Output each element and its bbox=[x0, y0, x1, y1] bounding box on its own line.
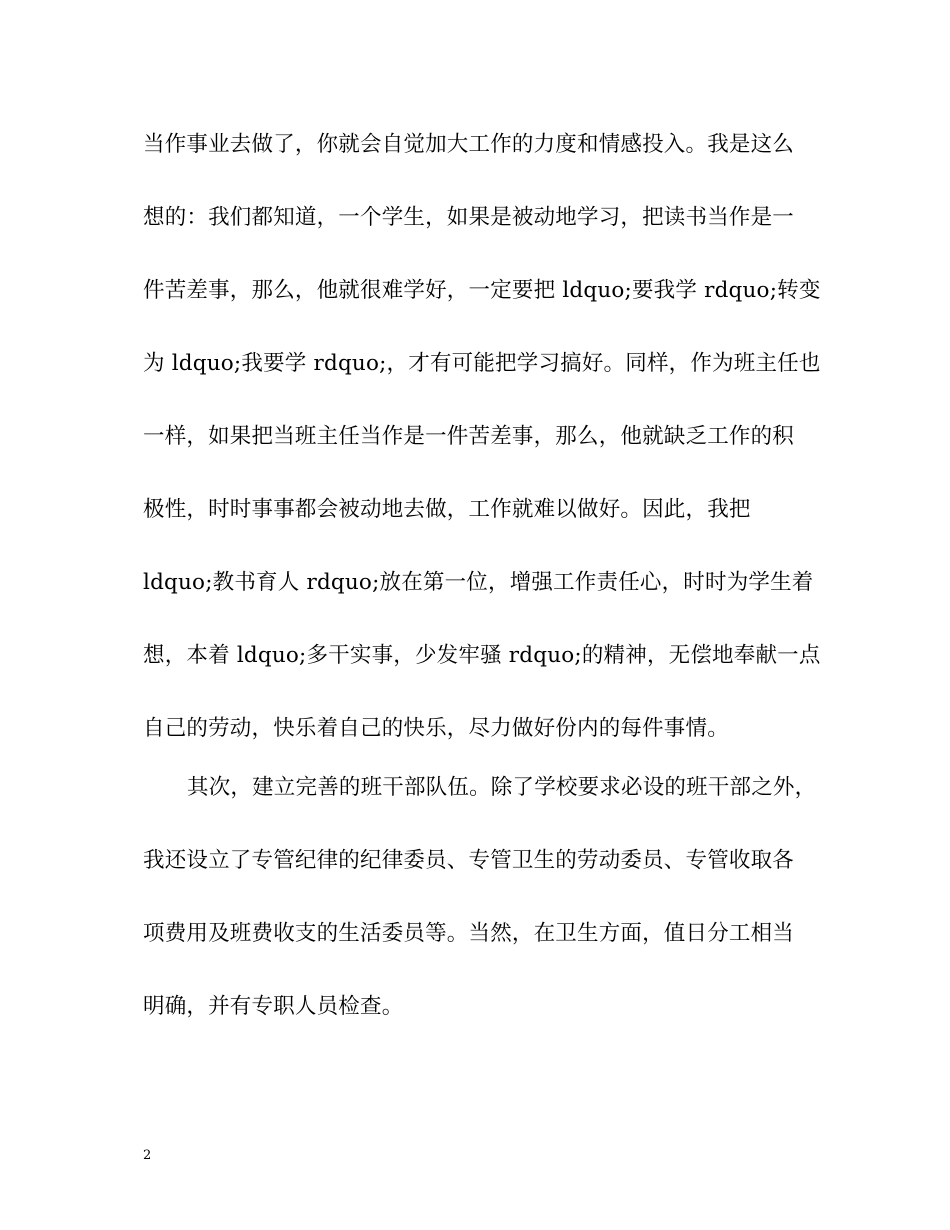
paragraph-line: 其次，建立完善的班干部队伍。除了学校要求必设的班干部之外， bbox=[187, 775, 817, 800]
paragraph-line: 自己的劳动，快乐着自己的快乐，尽力做好份内的每件事情。 bbox=[143, 716, 729, 741]
page-number: 2 bbox=[143, 1148, 152, 1163]
paragraph-line: 为 ldquo;我要学 rdquo;，才有可能把学习搞好。同样，作为班主任也 bbox=[143, 351, 821, 376]
paragraph-line: 明确，并有专职人员检查。 bbox=[143, 994, 404, 1019]
paragraph-line: 想的：我们都知道，一个学生，如果是被动地学习，把读书当作是一 bbox=[143, 205, 795, 230]
paragraph-line: 极性，时时事事都会被动地去做，工作就难以做好。因此，我把 bbox=[143, 497, 751, 522]
paragraph-line: 件苦差事，那么，他就很难学好，一定要把 ldquo;要我学 rdquo;转变 bbox=[143, 278, 821, 303]
paragraph-line: ldquo;教书育人 rdquo;放在第一位，增强工作责任心，时时为学生着 bbox=[143, 570, 814, 595]
paragraph-line: 想，本着 ldquo;多干实事，少发牢骚 rdquo;的精神，无偿地奉献一点 bbox=[143, 643, 821, 668]
paragraph-line: 当作事业去做了，你就会自觉加大工作的力度和情感投入。我是这么 bbox=[143, 132, 795, 157]
paragraph-line: 我还设立了专管纪律的纪律委员、专管卫生的劳动委员、专管收取各 bbox=[143, 848, 795, 873]
paragraph-line: 一样，如果把当班主任当作是一件苦差事，那么，他就缺乏工作的积 bbox=[143, 424, 795, 449]
paragraph-line: 项费用及班费收支的生活委员等。当然，在卫生方面，值日分工相当 bbox=[143, 921, 795, 946]
